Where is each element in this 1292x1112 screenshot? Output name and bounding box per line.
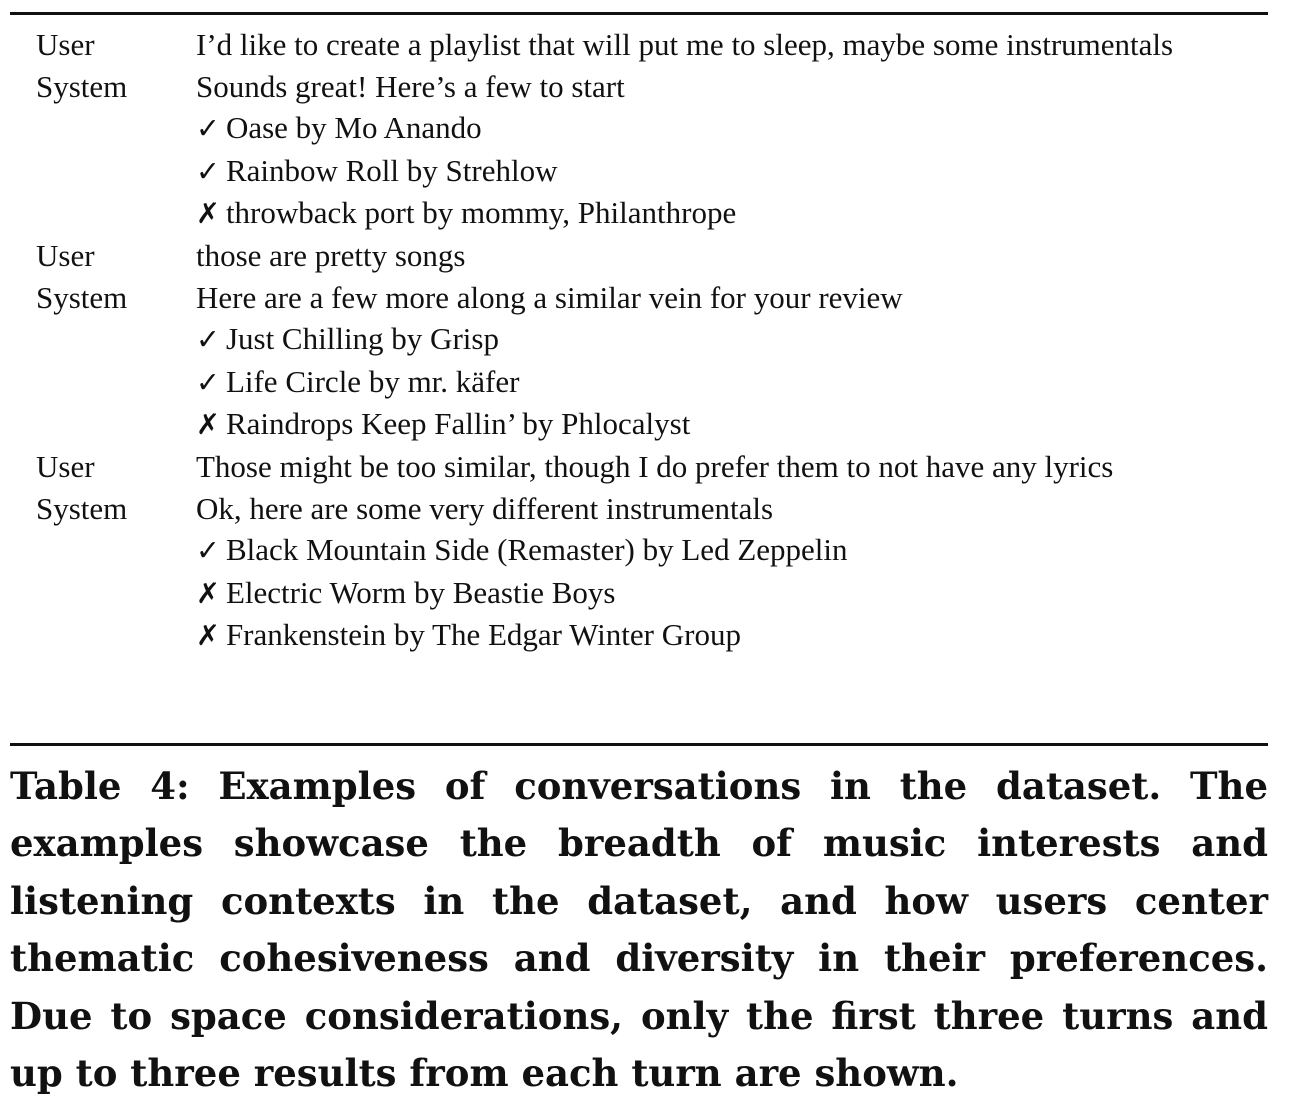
check-icon: ✓: [196, 112, 220, 146]
result-item: [196, 529, 1188, 572]
result-item: [196, 361, 1188, 404]
table-top-rule: [10, 12, 1268, 15]
turn-content: [196, 277, 1268, 446]
result-text: Black Mountain Side (Remaster) by Led Zeppelin: [225, 532, 848, 568]
table-row: [10, 24, 1268, 66]
result-item: [196, 403, 1188, 446]
check-icon: ✓: [196, 365, 220, 399]
check-icon: ✓: [196, 534, 220, 568]
table-row: [10, 66, 1268, 235]
turn-message: Sounds great! Here’s a few to start: [196, 68, 625, 104]
result-item: [196, 572, 1188, 615]
conversation-table: [10, 24, 1268, 657]
speaker-label: System: [36, 490, 128, 526]
check-icon: ✓: [196, 323, 220, 357]
result-text: Life Circle by mr. käfer: [225, 363, 520, 399]
result-text: Just Chilling by Grisp: [225, 321, 499, 357]
table-row: [10, 277, 1268, 446]
cross-icon: ✗: [196, 408, 220, 442]
table-caption: Table 4: Examples of conversations in the dataset. The examples showcase the breadth of music interests and listening contexts in the dataset, and how users center thematic cohesiveness and diversity in their preferences. Due to space considerations, only the first three turns and up to three results from each turn are shown.: [10, 764, 1268, 1096]
table-row: [10, 235, 1268, 277]
result-text: Raindrops Keep Fallin’ by Phlocalyst: [225, 406, 691, 442]
turn-content: [196, 235, 1268, 277]
speaker-label: User: [36, 27, 95, 62]
result-item: [196, 150, 1188, 193]
cross-icon: ✗: [196, 619, 220, 653]
result-text: throwback port by mommy, Philanthrope: [225, 195, 737, 231]
turn-content: [196, 488, 1268, 657]
result-item: [196, 107, 1188, 150]
speaker-label: System: [36, 279, 128, 315]
check-icon: ✓: [196, 154, 220, 188]
result-item: [196, 318, 1188, 361]
cross-icon: ✗: [196, 576, 220, 610]
speaker-label: User: [36, 237, 95, 273]
turn-message: Here are a few more along a similar vein for your review: [196, 279, 903, 315]
speaker-label: System: [36, 68, 128, 104]
result-text: Electric Worm by Beastie Boys: [225, 574, 616, 610]
table-row: [10, 446, 1268, 488]
cross-icon: ✗: [196, 197, 220, 231]
result-text: Frankenstein by The Edgar Winter Group: [225, 617, 741, 653]
turn-content: [196, 66, 1268, 235]
turn-message: those are pretty songs: [196, 237, 466, 273]
turn-content: [196, 446, 1268, 488]
speaker-label: User: [36, 448, 95, 484]
result-text: Rainbow Roll by Strehlow: [225, 152, 558, 188]
result-item: [196, 614, 1188, 657]
turn-content: [196, 24, 1268, 66]
table-bottom-rule: [10, 743, 1268, 746]
result-text: Oase by Mo Anando: [225, 110, 482, 146]
turn-message: I’d like to create a playlist that will put me to sleep, maybe some instrumentals: [196, 27, 1174, 62]
table-row: [10, 488, 1268, 657]
turn-message: Ok, here are some very different instrumentals: [196, 490, 774, 526]
result-item: [196, 192, 1188, 235]
turn-message: Those might be too similar, though I do prefer them to not have any lyrics: [196, 448, 1114, 484]
